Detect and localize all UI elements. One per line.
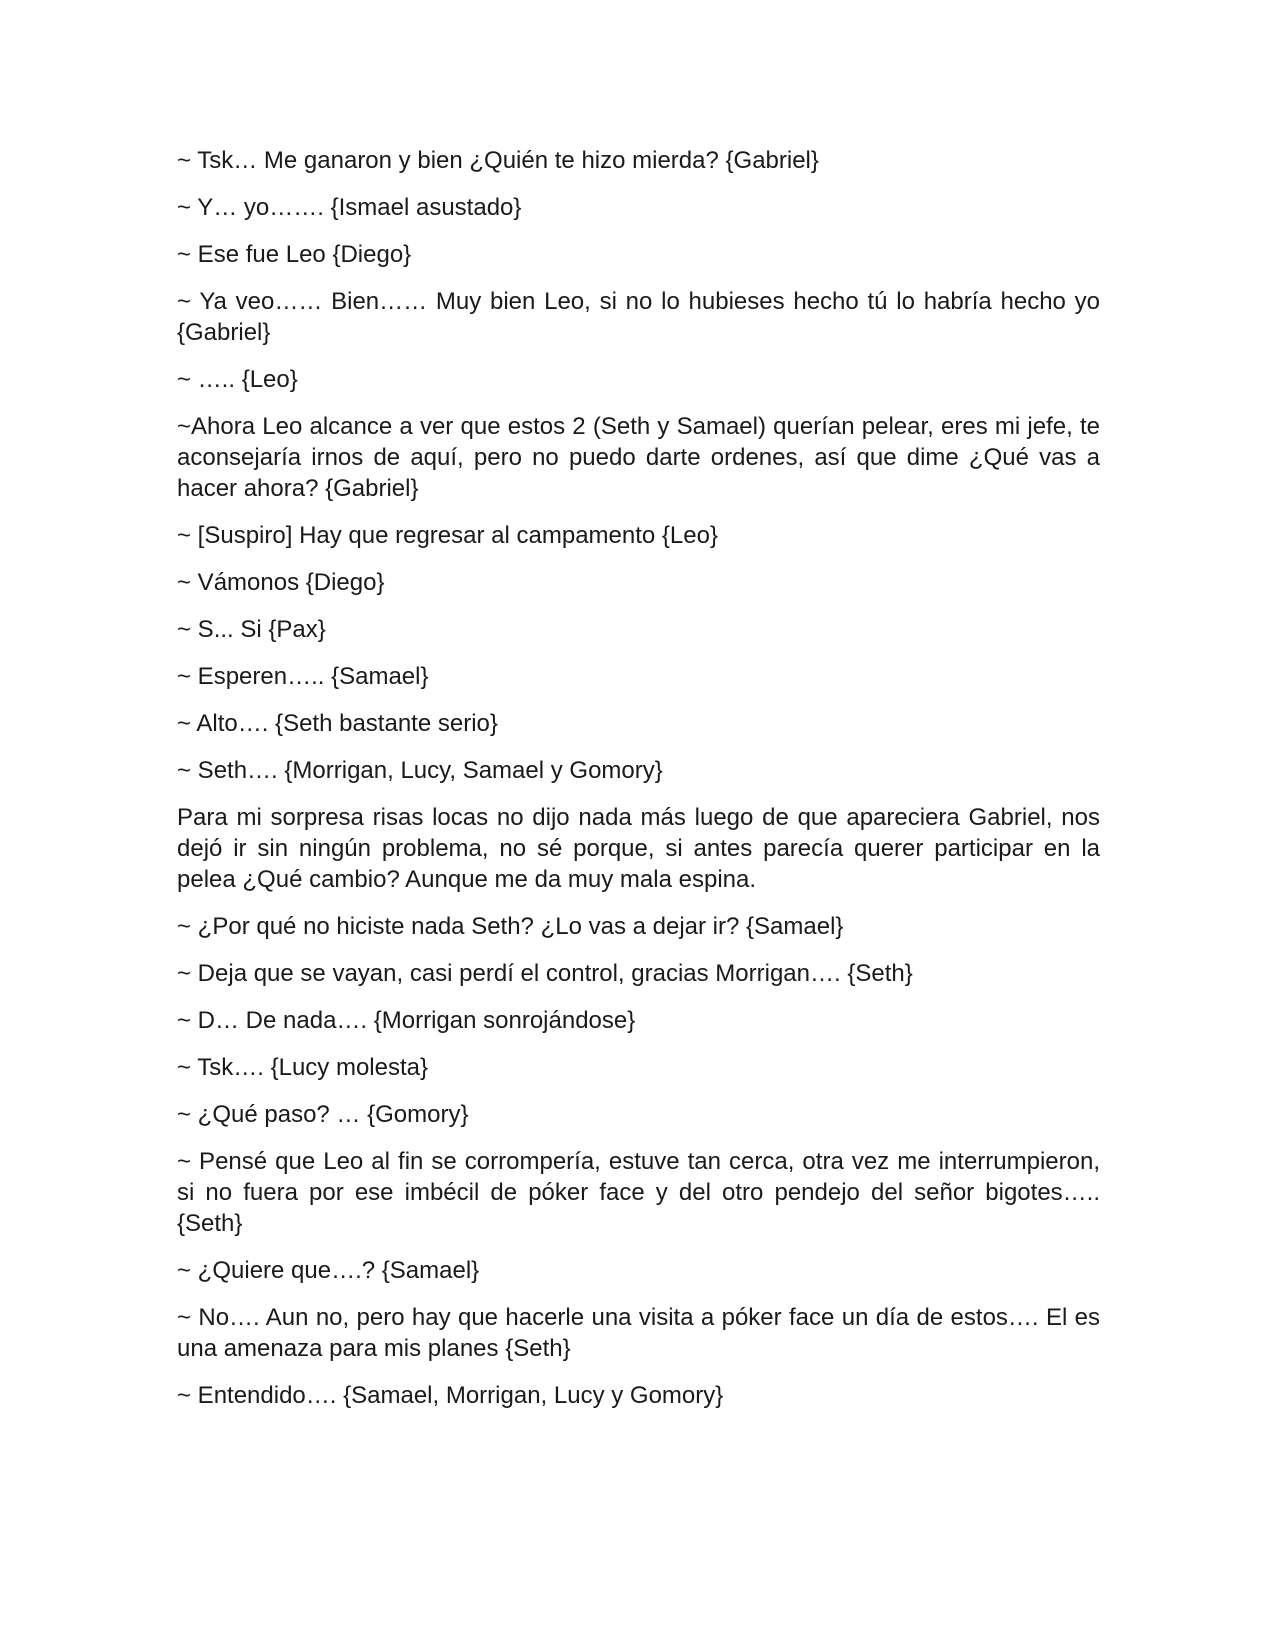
dialogue-line: ~ Pensé que Leo al fin se corrompería, estuve tan cerca, otra vez me interrumpieron, si no fuera por ese imbécil de póker face y del otro pendejo del señor bigotes….. {Seth} (177, 1148, 1100, 1237)
dialogue-line: ~ Ya veo…… Bien…… Muy bien Leo, si no lo hubieses hecho tú lo habría hecho yo {Gabriel} (177, 288, 1100, 346)
document-body (177, 145, 1100, 1427)
dialogue-line: ~ ¿Por qué no hiciste nada Seth? ¿Lo vas a dejar ir? {Samael} (177, 913, 844, 940)
dialogue-line: ~ No…. Aun no, pero hay que hacerle una visita a póker face un día de estos…. El es una amenaza para mis planes {Seth} (177, 1304, 1100, 1362)
dialogue-line: ~ S... Si {Pax} (177, 616, 326, 643)
dialogue-line: ~ Y… yo……. {Ismael asustado} (177, 194, 522, 221)
dialogue-line: ~ [Suspiro] Hay que regresar al campamento {Leo} (177, 522, 718, 549)
dialogue-line: ~ Entendido…. {Samael, Morrigan, Lucy y Gomory} (177, 1382, 724, 1409)
dialogue-line: ~ Tsk… Me ganaron y bien ¿Quién te hizo mierda? {Gabriel} (177, 147, 819, 174)
dialogue-line: ~ Seth…. {Morrigan, Lucy, Samael y Gomory} (177, 757, 663, 784)
dialogue-line: ~Ahora Leo alcance a ver que estos 2 (Seth y Samael) querían pelear, eres mi jefe, te aconsejaría irnos de aquí, pero no puedo darte ordenes, así que dime ¿Qué vas a hacer ahora? {Gabriel} (177, 413, 1100, 502)
dialogue-line: ~ Tsk…. {Lucy molesta} (177, 1054, 429, 1081)
dialogue-line: ~ Esperen….. {Samael} (177, 663, 429, 690)
narration-paragraph: Para mi sorpresa risas locas no dijo nada más luego de que apareciera Gabriel, nos dejó ir sin ningún problema, no sé porque, si antes parecía querer participar en la pelea ¿Qué cambio? Aunque me da muy mala espina. (177, 804, 1100, 893)
dialogue-line: ~ ….. {Leo} (177, 366, 298, 393)
dialogue-line: ~ Deja que se vayan, casi perdí el control, gracias Morrigan…. {Seth} (177, 960, 913, 987)
dialogue-line: ~ ¿Quiere que….? {Samael} (177, 1257, 480, 1284)
dialogue-line: ~ Ese fue Leo {Diego} (177, 241, 412, 268)
dialogue-line: ~ Vámonos {Diego} (177, 569, 385, 596)
dialogue-line: ~ ¿Qué paso? … {Gomory} (177, 1101, 469, 1128)
dialogue-line: ~ Alto…. {Seth bastante serio} (177, 710, 498, 737)
dialogue-line: ~ D… De nada…. {Morrigan sonrojándose} (177, 1007, 636, 1034)
